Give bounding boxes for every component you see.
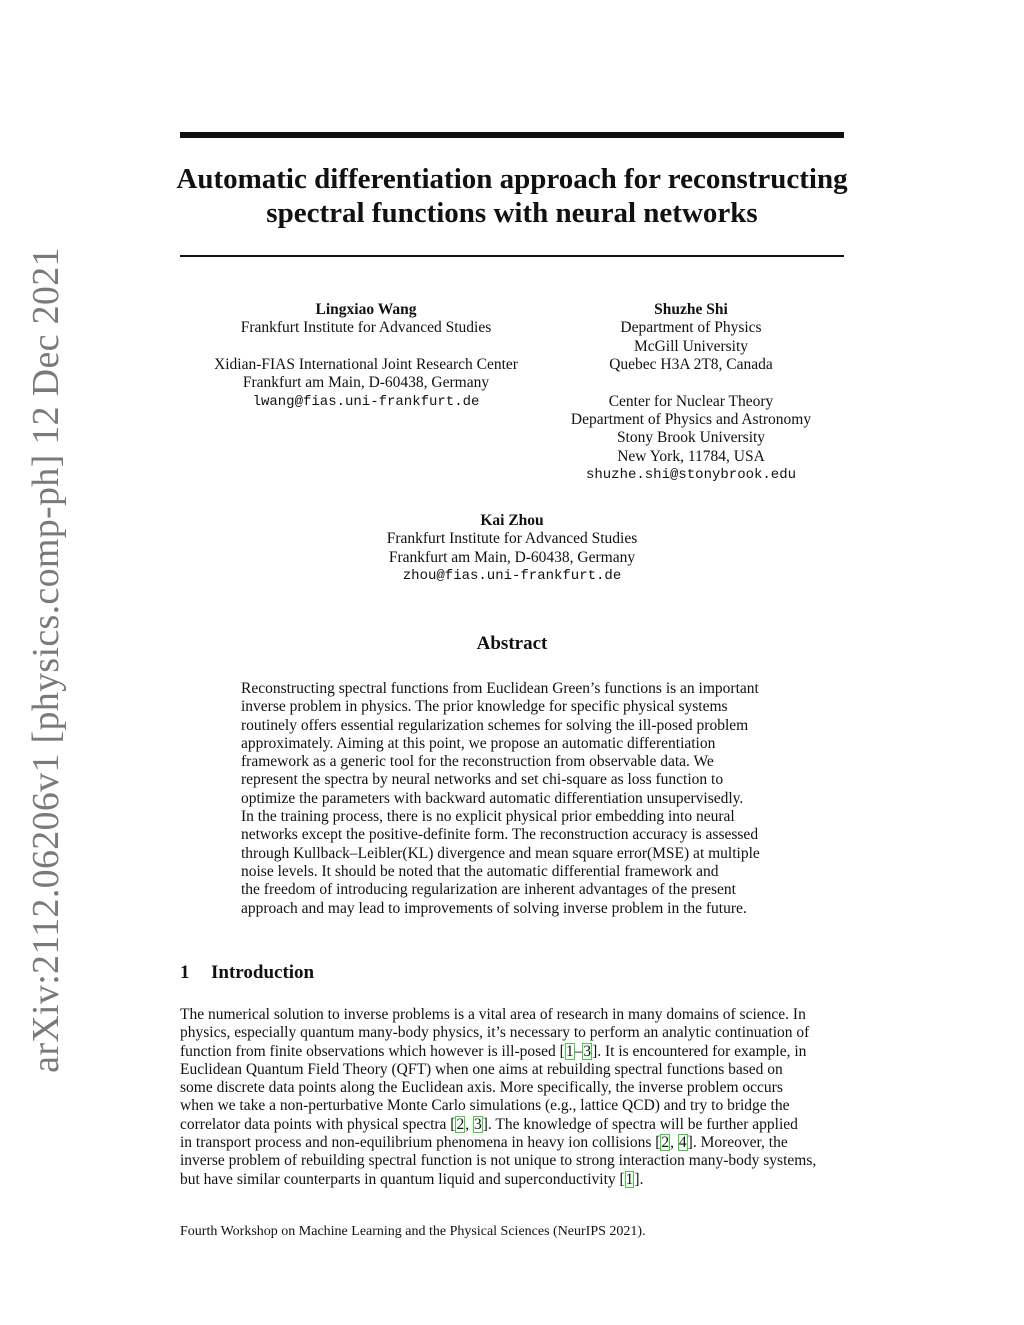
abstract-line: framework as a generic tool for the reconstruction from observable data. We (241, 753, 714, 771)
abstract-line: optimize the parameters with backward automatic differentiation unsupervisedly. (241, 789, 744, 807)
intro-line: function from finite observations which however is ill-posed [1–3]. It is encountered for example, in (180, 1042, 807, 1060)
affiliation-line: Department of Physics and Astronomy (570, 411, 812, 429)
abstract-heading: Abstract (476, 633, 548, 654)
abstract-line: noise levels. It should be noted that the automatic differential framework and (241, 862, 719, 880)
author-block-shi (546, 301, 836, 485)
citation-link[interactable]: 3 (583, 1042, 592, 1060)
footnote-venue: Fourth Workshop on Machine Learning and the Physical Sciences (NeurIPS 2021). (180, 1224, 646, 1239)
author-email[interactable]: shuzhe.shi@stonybrook.edu (585, 467, 797, 484)
abstract-line: inverse problem in physics. The prior knowledge for specific physical systems (241, 698, 728, 716)
intro-line: in transport process and non-equilibrium phenomena in heavy ion collisions [2, 4]. Moreover, the (180, 1134, 788, 1152)
intro-line: The numerical solution to inverse problems is a vital area of research in many domains of science. In (180, 1006, 806, 1023)
affiliation-line: Frankfurt am Main, D-60438, Germany (388, 548, 636, 566)
affiliation-line: Center for Nuclear Theory (608, 392, 774, 410)
affiliation-line: McGill University (633, 337, 749, 355)
paper-title (160, 162, 864, 230)
citation-link[interactable]: 2 (661, 1134, 670, 1152)
citation-link[interactable]: 4 (678, 1134, 687, 1152)
author-email[interactable]: zhou@fias.uni-frankfurt.de (402, 568, 622, 585)
abstract-line: the freedom of introducing regularization are inherent advantages of the present (241, 881, 736, 899)
affiliation-line: Frankfurt Institute for Advanced Studies (240, 319, 492, 337)
author-block-zhou (342, 512, 682, 586)
author-block-wang (196, 301, 536, 411)
affiliation-line: Frankfurt am Main, D-60438, Germany (242, 374, 490, 392)
arxiv-sidebar (22, 247, 70, 1073)
abstract-line: through Kullback–Leibler(KL) divergence and mean square error(MSE) at multiple (241, 844, 760, 862)
affiliation-line: Xidian-FIAS International Joint Research Center (214, 355, 518, 373)
citation-link[interactable]: 3 (473, 1115, 482, 1133)
author-name: Shuzhe Shi (654, 301, 728, 318)
author-name: Kai Zhou (480, 512, 544, 529)
citation-link[interactable]: 2 (456, 1115, 465, 1133)
citation-link[interactable]: 1 (625, 1170, 634, 1188)
abstract-line: networks except the positive-definite form. The reconstruction accuracy is assessed (241, 826, 759, 844)
abstract-line: Reconstructing spectral functions from Euclidean Green’s functions is an important (241, 680, 759, 697)
intro-line: Euclidean Quantum Field Theory (QFT) when one aims at rebuilding spectral functions based on (180, 1060, 783, 1078)
title-top-rule (180, 132, 844, 138)
intro-line: inverse problem of rebuilding spectral function is not unique to strong interaction many-body systems, (180, 1152, 817, 1170)
intro-line: correlator data points with physical spectra [2, 3]. The knowledge of spectra will be further applied (180, 1115, 798, 1133)
section-number: 1 (180, 962, 190, 983)
author-email[interactable]: lwang@fias.uni-frankfurt.de (252, 393, 480, 410)
title-line-1: Automatic differentiation approach for reconstructing (176, 163, 848, 195)
author-name: Lingxiao Wang (315, 301, 417, 318)
section-title: Introduction (211, 962, 315, 983)
affiliation-line: Stony Brook University (616, 429, 766, 447)
title-bottom-rule (180, 255, 844, 257)
abstract-line: approach and may lead to improvements of solving inverse problem in the future. (241, 899, 747, 917)
abstract-line: approximately. Aiming at this point, we propose an automatic differentiation (241, 734, 716, 752)
affiliation-line: Quebec H3A 2T8, Canada (609, 356, 773, 374)
section-heading-introduction (180, 962, 314, 984)
intro-line: physics, especially quantum many-body physics, it’s necessary to perform an analytic continuation of (180, 1024, 810, 1042)
abstract-line: routinely offers essential regularization schemes for solving the ill-posed problem (241, 716, 749, 734)
intro-line: but have similar counterparts in quantum liquid and superconductivity [1]. (180, 1170, 644, 1188)
intro-line: when we take a non-perturbative Monte Carlo simulations (e.g., lattice QCD) and try to bridge the (180, 1097, 790, 1115)
affiliation-line: New York, 11784, USA (617, 447, 765, 465)
introduction-body (180, 1006, 844, 1189)
intro-line: some discrete data points along the Euclidean axis. More specifically, the inverse problem occurs (180, 1079, 783, 1097)
abstract-body (241, 680, 784, 918)
affiliation-line: Department of Physics (620, 319, 762, 337)
abstract-line: In the training process, there is no explicit physical prior embedding into neural (241, 808, 735, 826)
affiliation-line: Frankfurt Institute for Advanced Studies (386, 530, 638, 548)
abstract-line: represent the spectra by neural networks and set chi-square as loss function to (241, 771, 724, 789)
arxiv-identifier-stamp: arXiv:2112.06206v1 [physics.comp-ph] 12 Dec 2021 (25, 247, 67, 1073)
title-line-2: spectral functions with neural networks (266, 197, 758, 229)
citation-link[interactable]: 1 (565, 1042, 574, 1060)
